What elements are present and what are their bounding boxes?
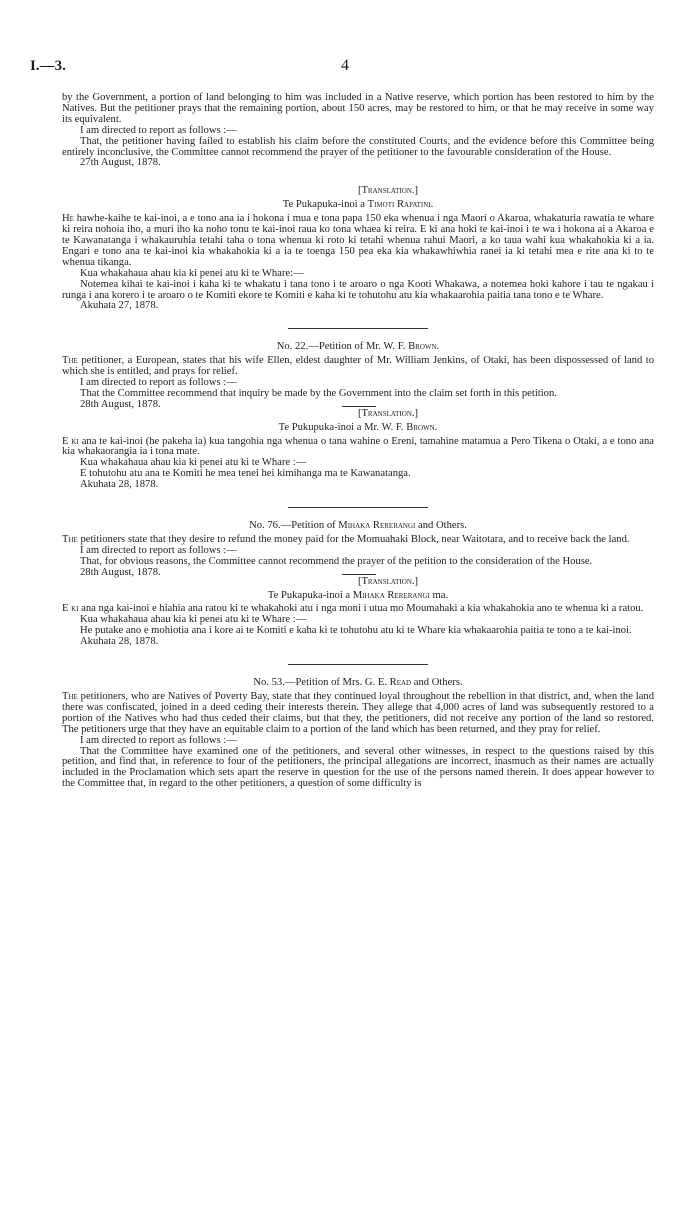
heading-suffix: and Others.: [418, 520, 467, 532]
paragraph: [62, 692, 654, 736]
report-date: 28th August, 1878.: [80, 566, 161, 578]
maori-paragraph: [62, 437, 654, 459]
maori-paragraph: [62, 214, 654, 269]
report-intro: I am directed to report as follows :—: [80, 124, 237, 136]
lead-word: He: [62, 213, 74, 225]
maori-text: ana nga kai-inoi e hiahia ana ratou ki te whakahoki atu i nga moni i utua mo Moumahaki a kia whakahokia ano te whenua ki a ratou.: [78, 603, 644, 615]
maori-report-intro: Kua whakahaua ahau kia ki penei atu ki te Whare:—: [80, 267, 304, 279]
translation-label: [Translation.]: [357, 407, 419, 419]
document-reference: I.—3.: [30, 58, 66, 74]
translation-title: [62, 200, 654, 211]
maori-date: Akuhata 28, 1878.: [80, 479, 159, 491]
maori-text: ana te kai-inoi (he pakeha ia) kua tangohia nga whenua o tana wahine o Ereni, tamahine matamua a Pero Tikena o Otaki, a e tono ana kia whakaorangia ia i tona mate.: [62, 435, 654, 458]
maori-report: E tohutohu atu ana te Komiti he mea tenei hei kimihanga ma te Kawanatanga.: [80, 468, 411, 480]
petitioner-name: Read: [389, 677, 412, 689]
report-date: 27th August, 1878.: [80, 157, 161, 169]
heading-prefix: No. 22.—Petition of Mr. W. F.: [276, 341, 406, 353]
committee-report: That, the petitioner having failed to establish his claim before the constituted Courts, and the evidence before this Committee being entirely inconclusive, the Committee cannot recommend the prayer of the petitioner to the favourable consideration of the House.: [62, 135, 654, 158]
maori-report-intro: Kua whakahaua ahau kia ki penei atu ki te Whare :—: [80, 614, 307, 626]
title-prefix: Te Pukupuka-inoi a Mr. W. F.: [278, 421, 404, 433]
petition-heading: [62, 521, 654, 532]
petitioner-name: Mihaka Rererangi: [352, 589, 430, 601]
lead-word: E ki: [62, 603, 79, 615]
short-divider: [342, 406, 376, 407]
committee-report: That, for obvious reasons, the Committee cannot recommend the prayer of the petition to the consideration of the House.: [80, 555, 593, 567]
report-intro: I am directed to report as follows :—: [80, 377, 237, 389]
maori-report: He putake ano e mohiotia ana i kore ai te Komiti e kaha ki te tohutohu atu ki te Whare kia whakaarohia paitia te tono a te kai-inoi.: [80, 625, 632, 637]
maori-report-intro: Kua whakahaua ahau kia ki penei atu ki te Whare :—: [80, 457, 307, 469]
paragraph: by the Government, a portion of land belonging to him was included in a Native reserve, which portion has been restored to him by the Natives. But the petitioner prays that the remaining portion, about 150 acres, may be restored to him, or that he may receive in some way its equivalent.: [62, 92, 654, 125]
petitioner-name: Brown.: [406, 421, 438, 433]
section-divider: [288, 328, 428, 329]
section-divider: [288, 507, 428, 508]
petition-read: [62, 678, 654, 790]
petition-heading: [62, 678, 654, 689]
paragraph: [62, 356, 654, 378]
translation-title: [62, 423, 654, 434]
report-intro: I am directed to report as follows :—: [80, 544, 237, 556]
paragraph-text: petitioner, a European, states that his wife Ellen, eldest daughter of Mr. William Jenkins, of Otaki, has been dispossessed of land to which she is entitled, and prays for relief.: [62, 355, 654, 378]
report-intro: I am directed to report as follows :—: [80, 734, 237, 746]
maori-text: hawhe-kaihe te kai-inoi, a e tono ana ia i hokona i mua e tona papa 150 eka whenua i nga Maori o Akaroa, whakaturia rawatia te whare ki reira nohoia iho, a muri iho ka noho tonu te kai-inoi raua ko tona whaea ki reira. E ki ana hoki te kai-inoi i te wa i hokona ai a Akaroa e te Kawanatanga i whakauruhia tetahi taha o tona whenua ki roto ki tetahi whenua rahui Maori, a ko taua wahi kua whakahokia ki a ia. Engari e tono ana te kai-inoi kia whakahokia ki a ia te toenga 150 pea eka kia whakawhiwhia ranei ia ki tetahi mea e rite ana ki to te whenua tikanga.: [62, 213, 654, 268]
maori-date: Akuhata 28, 1878.: [80, 636, 159, 648]
title-prefix: Te Pukapuka-inoi a: [282, 199, 365, 211]
petition-rererangi: [62, 521, 654, 648]
title-suffix: ma.: [432, 589, 449, 601]
committee-report: That the Committee recommend that inquiry be made by the Government into the claim set forth in this petition.: [80, 387, 557, 399]
maori-report: Notemea kihai te kai-inoi i kaha ki te whakatu i tana tono i te aroaro o nga Kooti Whakawa, a notemea hoki kahore i tau te ngakau i runga i ana korero i te aroaro o te Komiti ekore te Komiti e kaha ki te tohutohu atu kia whakaarohia paitia tana tono e te Whare.: [62, 278, 654, 301]
maori-date: Akuhata 27, 1878.: [80, 300, 159, 312]
translation-title: [62, 591, 654, 602]
translation-label: [Translation.]: [357, 575, 419, 587]
heading-prefix: No. 53.—Petition of Mrs. G. E.: [253, 677, 387, 689]
petitioner-name: Brown.: [408, 341, 440, 353]
petitioner-name: Mihaka Rererangi: [338, 520, 416, 532]
paragraph-text: petitioners state that they desire to refund the money paid for the Momuahaki Block, near Waitotara, and to receive back the land.: [77, 534, 630, 545]
lead-word: The: [62, 534, 78, 545]
section-divider: [288, 664, 428, 665]
petitioner-name: Timoti Rapatini.: [367, 199, 434, 211]
report-date: 28th August, 1878.: [80, 398, 161, 410]
petition-heading: [62, 342, 654, 353]
title-prefix: Te Pukapuka-inoi a: [267, 589, 351, 601]
heading-prefix: No. 76.—Petition of: [249, 520, 336, 532]
paragraph-text: petitioners, who are Natives of Poverty Bay, state that they continued loyal throughout the rebellion in that district, and, when the land there was confiscated, joined in a deed ceding their interests therein. They allege that 4,000 acres of land was subsequently restored to a portion of the Natives who had thus ceded their claims, but that they, the petitioners, did not receive any portion of the land so restored. The petitioners urge that they have an equitable claim to a portion of the land which has been returned, and they pray for relief.: [62, 690, 654, 735]
page-number: 4: [341, 57, 349, 74]
committee-report: That the Committee have examined one of the petitioners, and several other witnesses, in respect to the questions raised by this petition, and find that, in reference to four of the petitioners, the principal allegations are incorrect, inasmuch as their names are actually included in the Proclamation which sets apart the reserve in question for the use of the persons named therein. It does appear however to the Committee that, in regard to the other petitioners, a question of some difficulty is: [62, 745, 654, 790]
petition-brown: [62, 342, 654, 491]
translation-label: [Translation.]: [357, 185, 419, 197]
lead-word: E ki: [62, 435, 79, 447]
page-body: [62, 93, 654, 790]
heading-suffix: and Others.: [413, 677, 463, 689]
lead-word: The: [62, 690, 78, 702]
petition-rapatini: [62, 93, 654, 312]
lead-word: The: [62, 355, 78, 367]
short-divider: [342, 574, 376, 575]
